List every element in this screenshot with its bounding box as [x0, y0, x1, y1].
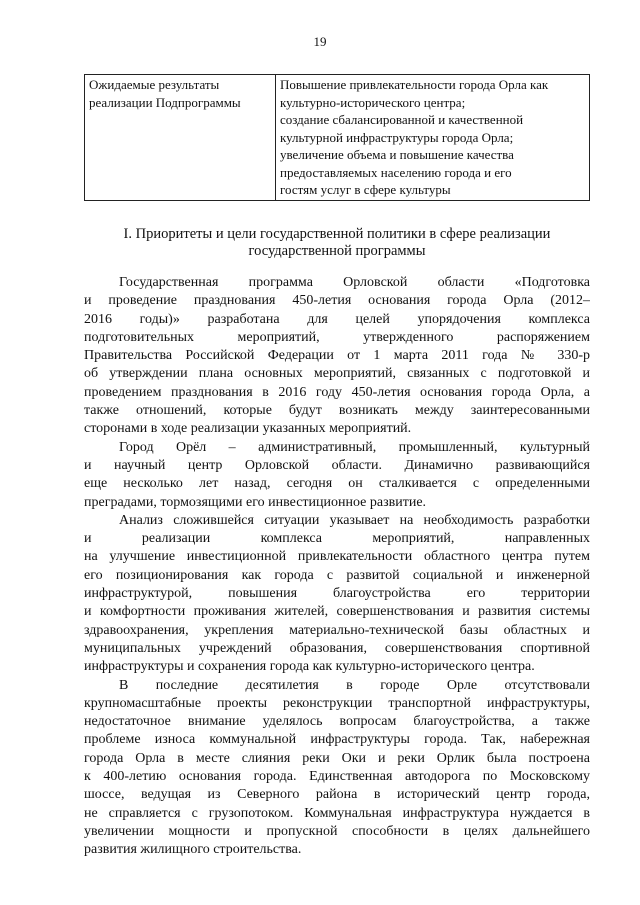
text-line: об утверждении плана основных мероприятий, связанных с подготовкой и [84, 366, 590, 382]
text-line: проведением празднования в 2016 году 450-летия основания города Орла, а [84, 384, 590, 400]
paragraph [84, 512, 590, 677]
text-line: и комфортности проживания жителей, совершенствования и развития системы [84, 604, 590, 620]
text-line: также отношений, которые будут возникать между заинтересованными [84, 403, 590, 419]
text-line: подготовительных мероприятий, утвержденного распоряжением [84, 329, 590, 345]
text-line: проблеме износа коммунальной инфраструктуры города. Так, набережная [84, 732, 590, 748]
text-line: недостаточное внимание уделялось вопросам благоустройства, а также [84, 714, 590, 730]
section-heading-line: I. Приоритеты и цели государственной политики в сфере реализации [123, 226, 551, 242]
text-line: В последние десятилетия в городе Орле отсутствовали [119, 677, 590, 693]
text-line: 2016 годы)» разработана для целей упорядочения комплекса [84, 311, 590, 327]
text-line: не справляется с грузопотоком. Коммунальная инфраструктура нуждается в [84, 805, 590, 821]
results-value-line: увеличение объема и повышение качества [280, 147, 514, 162]
results-table [84, 74, 590, 201]
text-line: Правительства Российской Федерации от 1 марта 2011 года № 330-р [84, 348, 590, 364]
text-line: Город Орёл – административный, промышленный, культурный [119, 439, 590, 455]
results-value-line: Повышение привлекательности города Орла как [280, 77, 549, 92]
results-value-line: культурно-исторического центра; [280, 94, 466, 110]
results-value-line: гостям услуг в сфере культуры [280, 182, 451, 197]
paragraph [84, 677, 590, 860]
text-line: Анализ сложившейся ситуации указывает на необходимость разработки [119, 512, 590, 528]
text-line: его позиционирования как города с развитой социальной и инженерной [84, 567, 590, 583]
text-line: увеличении мощности и пропускной способности в целях дальнейшего [84, 823, 590, 839]
text-line: еще несколько лет назад, сегодня он сталкивается с определенными [84, 476, 590, 492]
results-value-line: предоставляемых населению города и его [280, 164, 512, 180]
text-line: преградами, тормозящими его инвестиционное развитие. [84, 494, 427, 510]
text-line: Государственная программа Орловской области «Подготовка [119, 275, 590, 290]
section-heading [84, 226, 590, 260]
text-line: здравоохранения, укрепления материально-технической базы областных и [84, 622, 590, 638]
results-label-line: реализации Подпрограммы [89, 94, 241, 110]
results-label-cell [85, 75, 276, 201]
text-line: крупномасштабные проекты реконструкции транспортной инфраструктуры, [84, 695, 590, 711]
results-value-cell [276, 75, 590, 201]
section-heading-line: государственной программы [248, 243, 426, 259]
body-text [84, 274, 590, 860]
text-line: на улучшение инвестиционной привлекательности областного центра путем [84, 549, 590, 565]
text-line: инфраструктурой, повышения благоустройства его территории [84, 586, 590, 602]
text-line: муниципальных учреждений образования, совершенствования спортивной [84, 640, 590, 656]
text-line: сторонами в ходе реализации указанных мероприятий. [84, 421, 412, 437]
table-row [85, 75, 590, 201]
page-number: 19 [313, 34, 327, 49]
text-line: к 400-летию основания города. Единственная автодорога по Московскому [84, 769, 590, 785]
text-line: шоссе, ведущая из Северного района в исторический центр города, [84, 787, 590, 803]
text-line: и реализации комплекса мероприятий, направленных [84, 531, 590, 547]
paragraph [84, 439, 590, 512]
paragraph [84, 274, 590, 439]
text-line: инфраструктуры и сохранения города как культурно-исторического центра. [84, 659, 535, 675]
text-line: и проведение празднования 450-летия основания города Орла (2012– [84, 293, 590, 309]
results-value-line: создание сбалансированной и качественной [280, 112, 524, 127]
results-value-line: культурной инфраструктуры города Орла; [280, 129, 514, 145]
text-line: и научный центр Орловской области. Динамично развивающийся [84, 457, 590, 473]
results-label-line: Ожидаемые результаты [89, 77, 220, 92]
text-line: города Орла в месте слияния реки Оки и реки Орлик была построена [84, 750, 590, 766]
text-line: развития жилищного строительства. [84, 842, 302, 858]
